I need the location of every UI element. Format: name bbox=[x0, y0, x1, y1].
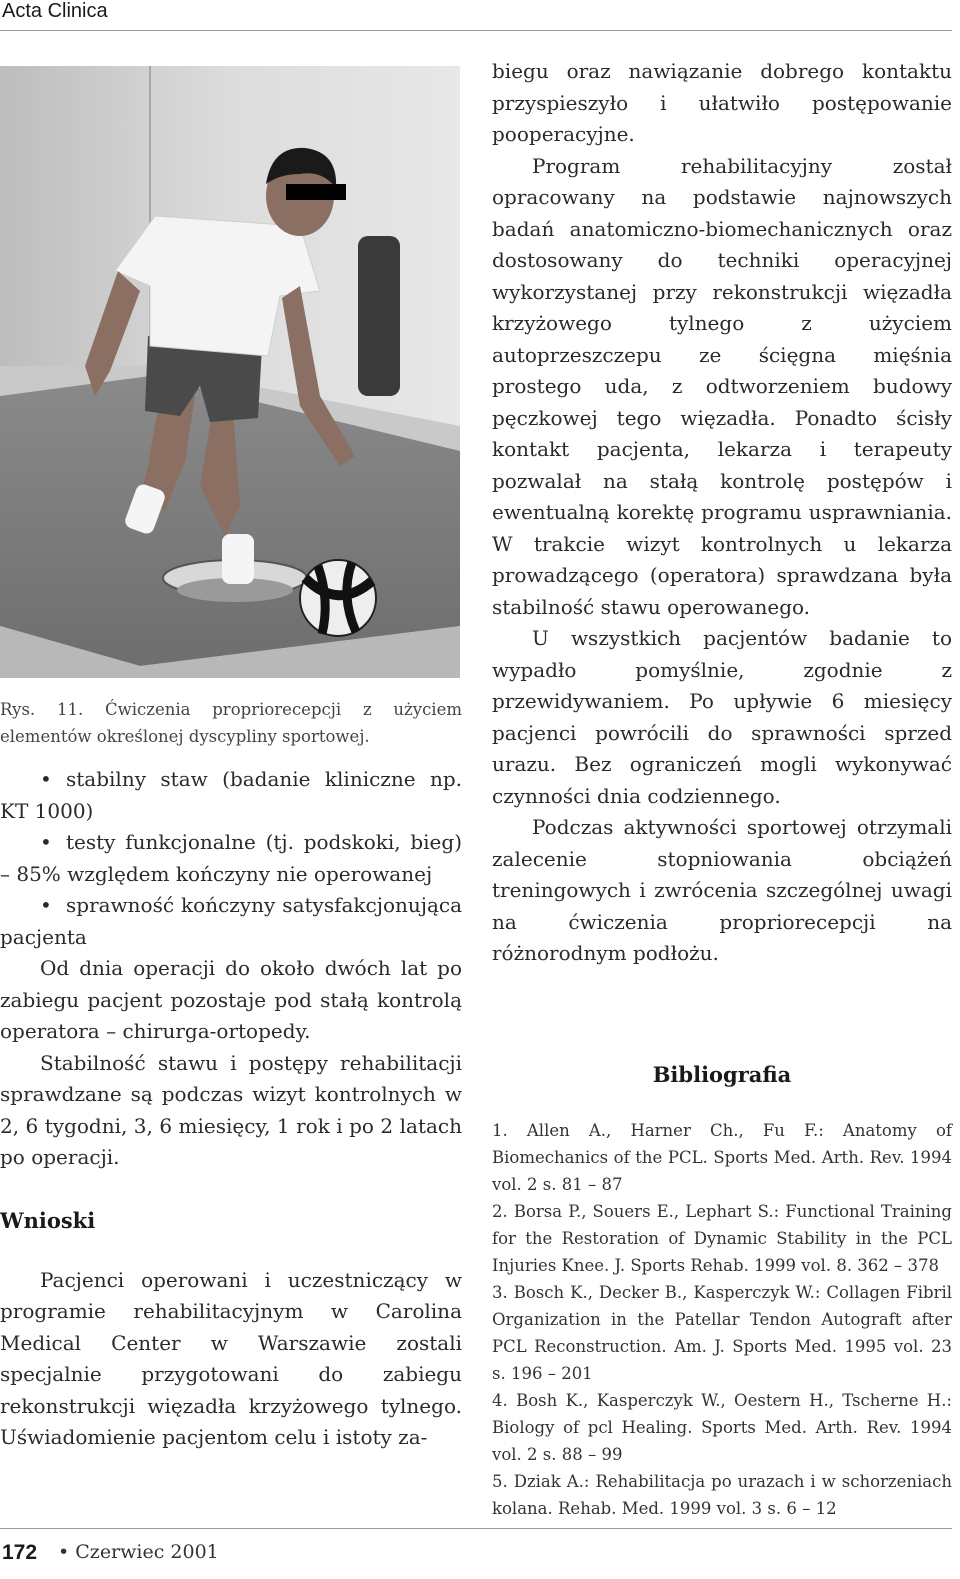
body-paragraph: Podczas aktywności sportowej otrzymali zalecenie stopniowania obciążeń treningowych i zwrócenia szczególnej uwagi na ćwiczenia propriorecepcji na różnorodnym podłożu. bbox=[492, 815, 952, 965]
reference-item: 2. Borsa P., Souers E., Lephart S.: Functional Training for the Restoration of Dynamic Stability in the PCL Injuries Knee. J. Sports Rehab. 1999 vol. 8. 362 – 378 bbox=[492, 1201, 952, 1275]
footer-separator: • bbox=[58, 1541, 70, 1563]
issue-date: Czerwiec 2001 bbox=[75, 1541, 219, 1563]
body-paragraph: Od dnia operacji do około dwóch lat po zabiegu pacjent pozostaje pod stałą kontrolą operatora – chirurga-ortopedy. bbox=[0, 956, 462, 1043]
page-footer bbox=[0, 1528, 952, 1579]
page-number: 172 bbox=[2, 1541, 38, 1564]
bullet-glyph: • bbox=[40, 767, 52, 791]
body-paragraph-continuation: biegu oraz nawiązanie dobrego kontaktu przyspieszyło i ułatwiło postępowanie pooperacyjne. bbox=[492, 59, 952, 146]
reference-item: 4. Bosh K., Kasperczyk W., Oestern H., Tscherne H.: Biology of pcl Healing. Sports Med. Arth. Rev. 1994 vol. 2 s. 88 – 99 bbox=[492, 1390, 952, 1464]
reference-list bbox=[492, 1117, 952, 1522]
body-paragraph: Program rehabilitacyjny został opracowany na podstawie najnowszych badań anatomiczno-biomechanicznych oraz dostosowany do techniki operacyjnej wykorzystanej przy rekonstrukcji więzadła krzyżowego tylnego z użyciem autoprzeszczepu ze ścięgna mięśnia prostego uda, z odtworzeniem budowy pęczkowej tego więzadła. Ponadto ścisły kontakt pacjenta, lekarza i terapeuty pozwalał na stałą kontrolę postępów i ewentualną korektę programu usprawniania. W trakcie wizyt kontrolnych u lekarza prowadzącego (operatora) sprawdzana była stabilność stawu operowanego. bbox=[492, 153, 952, 619]
bullet-glyph: • bbox=[40, 893, 52, 917]
issue-info bbox=[58, 1541, 219, 1563]
body-paragraph: Stabilność stawu i postępy rehabilitacji sprawdzane są podczas wizyt kontrolnych w 2, 6 tygodni, 3, 6 miesięcy, 1 rok i po 2 latach po operacji. bbox=[0, 1050, 462, 1169]
figure-caption: Rys. 11. Ćwiczenia propriorecepcji z użyciem elementów określonej dyscypliny sportowej. bbox=[0, 700, 462, 746]
body-paragraph: U wszystkich pacjentów badanie to wypadło pomyślnie, zgodnie z przewidywaniem. Po upływie 6 miesięcy pacjenci powrócili do sprawności sprzed urazu. Bez ograniczeń mogli wykonywać czynności dnia codziennego. bbox=[492, 626, 952, 808]
reference-item: 3. Bosch K., Decker B., Kasperczyk W.: Collagen Fibril Organization in the Patellar Tendon Autograft after PCL Reconstruction. Am. J. Sports Med. 1995 vol. 23 s. 196 – 201 bbox=[492, 1282, 952, 1383]
conclusions-heading: Wnioski bbox=[0, 1207, 96, 1233]
reference-item: 5. Dziak A.: Rehabilitacja po urazach i w schorzeniach kolana. Rehab. Med. 1999 vol. 3 s. 6 – 12 bbox=[492, 1471, 952, 1518]
list-item: • testy funkcjonalne (tj. podskoki, bieg) – 85% względem kończyny nie operowanej bbox=[0, 827, 462, 890]
exercise-photo bbox=[0, 66, 460, 678]
left-column bbox=[0, 66, 462, 1454]
bullet-glyph: • bbox=[40, 830, 52, 854]
reference-item: 1. Allen A., Harner Ch., Fu F.: Anatomy of Biomechanics of the PCL. Sports Med. Arth. Rev. 1994 vol. 2 s. 81 – 87 bbox=[492, 1120, 952, 1194]
exercise-photo-illustration bbox=[0, 66, 460, 678]
criteria-list bbox=[0, 764, 462, 953]
list-item: • stabilny staw (badanie kliniczne np. KT 1000) bbox=[0, 764, 462, 827]
journal-name: Acta Clinica bbox=[2, 0, 108, 22]
body-paragraph: Pacjenci operowani i uczestniczący w programie rehabilitacyjnym w Carolina Medical Center w Warszawie zostali specjalnie przygotowani do zabiegu rekonstrukcji więzadła krzyżowego tylnego. Uświadomienie pacjentom celu i istoty za- bbox=[0, 1267, 462, 1449]
bibliography-heading: Bibliografia bbox=[652, 1061, 792, 1087]
list-item: • sprawność kończyny satysfakcjonująca pacjenta bbox=[0, 890, 462, 953]
page-header bbox=[0, 0, 952, 31]
right-column bbox=[492, 56, 952, 1522]
